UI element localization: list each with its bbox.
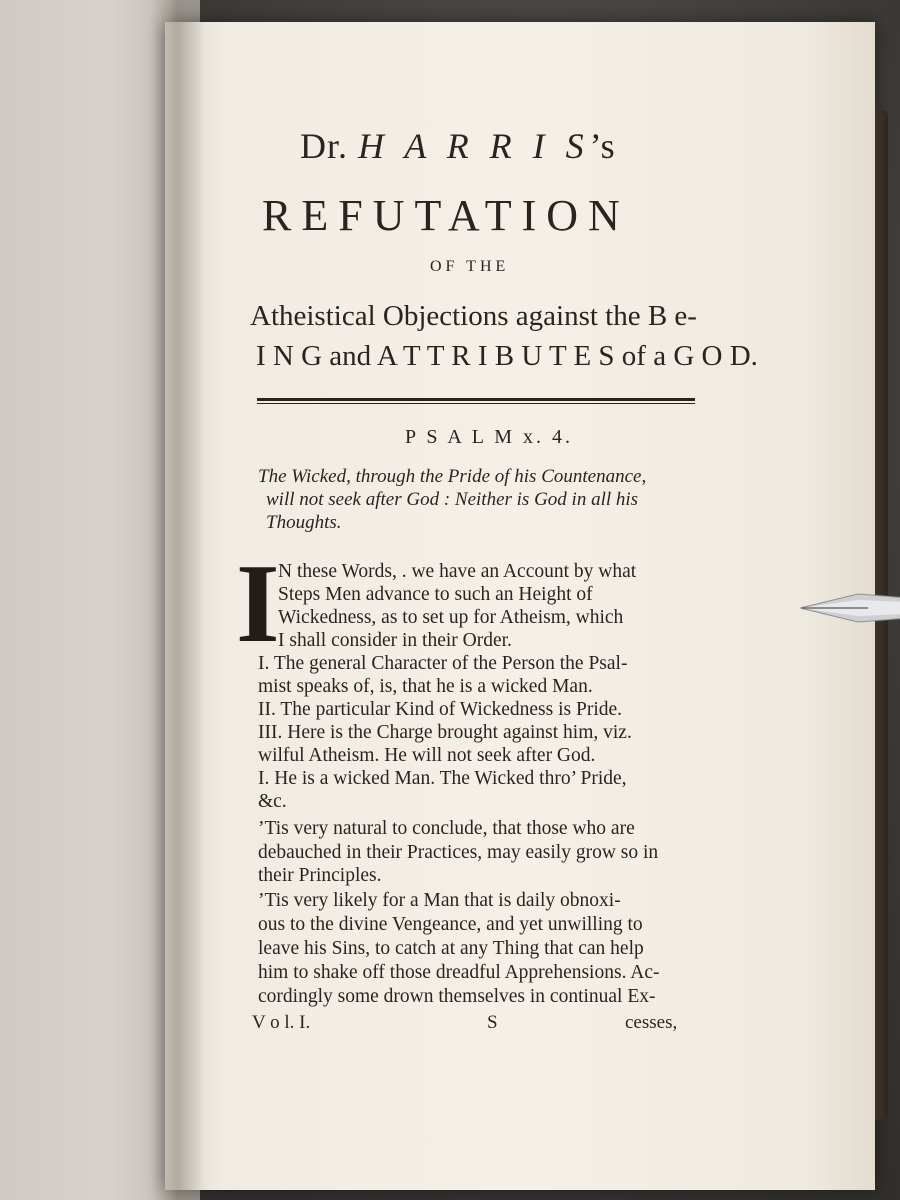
body-line: him to shake off those dreadful Apprehensions. Ac-	[258, 962, 660, 983]
body-line: Steps Men advance to such an Height of	[278, 584, 593, 605]
drop-cap: I	[236, 542, 280, 666]
body-line: &c.	[258, 791, 287, 812]
subtitle-line-2: I N G and A T T R I B U T E S of a G O D.	[256, 340, 758, 372]
pen-nib-icon	[798, 586, 900, 630]
body-line: cordingly some drown themselves in continual Ex-	[258, 986, 656, 1007]
title-prefix: Dr.	[300, 126, 348, 166]
title-suffix: ’s	[589, 126, 616, 166]
body-line: mist speaks of, is, that he is a wicked Man.	[258, 676, 593, 697]
body-line: I shall consider in their Order.	[278, 630, 512, 651]
body-line: ous to the divine Vengeance, and yet unwilling to	[258, 914, 643, 935]
title-author-name: H A R R I S	[358, 126, 590, 166]
body-line: II. The particular Kind of Wickedness is Pride.	[258, 699, 623, 720]
body-line: ’Tis very likely for a Man that is daily obnoxi-	[258, 890, 621, 911]
body-line: III. Here is the Charge brought against him, viz.	[258, 722, 632, 743]
epigraph-line: will not seek after God : Neither is God in all his	[266, 489, 639, 510]
title-line-author	[300, 125, 616, 167]
body-line: their Principles.	[258, 865, 382, 886]
title-of-the: OF THE	[430, 258, 510, 275]
gutter-shadow	[150, 0, 205, 1200]
title-rule	[257, 398, 695, 401]
body-line: leave his Sins, to catch at any Thing that can help	[258, 938, 644, 959]
subtitle-line-1: Atheistical Objections against the B e-	[250, 300, 697, 332]
body-line: ’Tis very natural to conclude, that those who are	[258, 818, 635, 839]
epigraph-line: The Wicked, through the Pride of his Countenance,	[258, 466, 647, 487]
body-line: I. The general Character of the Person the Psal-	[258, 653, 628, 674]
body-line: N these Words, . we have an Account by what	[278, 561, 637, 582]
body-line: Wickedness, as to set up for Atheism, which	[278, 607, 624, 628]
body-line: wilful Atheism. He will not seek after God.	[258, 745, 596, 766]
title-main: REFUTATION	[262, 191, 630, 240]
epigraph-line: Thoughts.	[266, 512, 342, 533]
catchword: cesses,	[625, 1012, 678, 1033]
body-line: I. He is a wicked Man. The Wicked thro’ Pride,	[258, 768, 627, 789]
body-line: debauched in their Practices, may easily grow so in	[258, 842, 659, 863]
signature-mark: S	[487, 1012, 498, 1033]
psalm-heading: P S A L M x. 4.	[405, 426, 573, 448]
volume-label: V o l. I.	[252, 1012, 311, 1033]
